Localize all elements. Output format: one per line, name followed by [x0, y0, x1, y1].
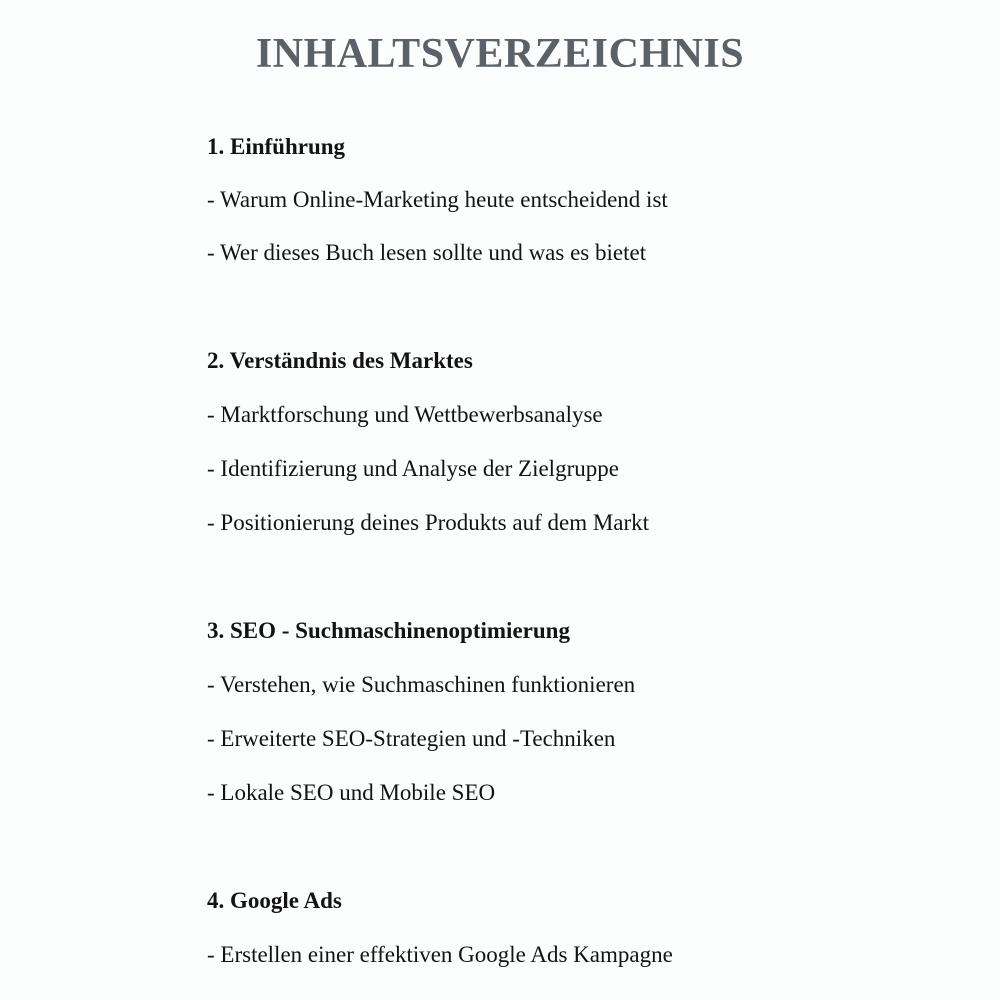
section-heading-seo: 3. SEO - Suchmaschinenoptimierung	[207, 618, 570, 643]
toc-item: - Lokale SEO und Mobile SEO	[207, 780, 496, 805]
toc-item: - Marktforschung und Wettbewerbsanalyse	[207, 402, 603, 427]
page-title: INHALTSVERZEICHNIS	[255, 31, 745, 77]
toc-item: - Identifizierung und Analyse der Zielgruppe	[207, 456, 619, 481]
toc-item: - Wer dieses Buch lesen sollte und was es bietet	[207, 240, 647, 265]
section-heading-google-ads: 4. Google Ads	[207, 888, 342, 913]
section-heading-verstaendnis-des-marktes: 2. Verständnis des Marktes	[207, 348, 473, 373]
toc-item: - Verstehen, wie Suchmaschinen funktionieren	[207, 672, 636, 697]
toc-item: - Warum Online-Marketing heute entscheidend ist	[207, 187, 668, 212]
toc-item: - Positionierung deines Produkts auf dem Markt	[207, 510, 650, 535]
toc-item: - Erweiterte SEO-Strategien und -Techniken	[207, 726, 616, 751]
section-heading-einfuehrung: 1. Einführung	[207, 134, 346, 159]
toc-item: - Erstellen einer effektiven Google Ads Kampagne	[207, 942, 673, 967]
